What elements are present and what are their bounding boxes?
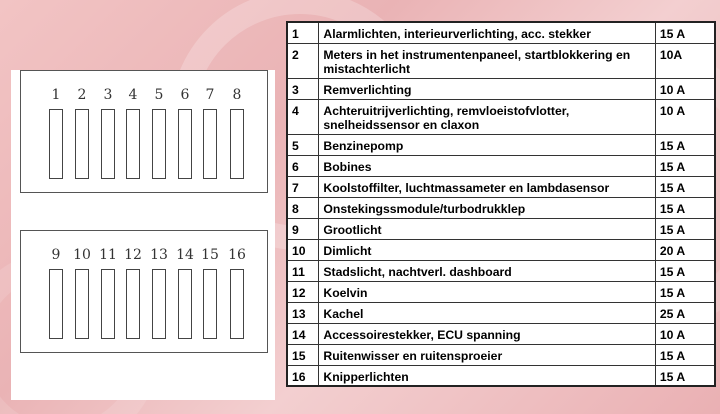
fuse-description: Benzinepomp — [319, 134, 655, 155]
fuse-slot-5 — [152, 87, 166, 187]
fuse-slot-number: 3 — [103, 87, 113, 103]
fuse-amperage: 10 A — [655, 99, 715, 134]
fuse-description: Accessoirestekker, ECU spanning — [319, 323, 655, 344]
fuse-amperage: 10 A — [655, 78, 715, 99]
fuse-rectangle — [126, 109, 140, 179]
fuse-slot-16 — [230, 247, 244, 347]
fuse-slot-number: 10 — [73, 247, 91, 263]
fuse-description: Koelvin — [319, 281, 655, 302]
fuse-amperage: 15 A — [655, 155, 715, 176]
fuse-slot-number: 5 — [154, 87, 164, 103]
fuse-number: 7 — [287, 176, 319, 197]
fuse-rectangle — [203, 269, 217, 339]
fuse-number: 5 — [287, 134, 319, 155]
fuse-amperage: 10 A — [655, 323, 715, 344]
table-row — [287, 260, 715, 281]
fuse-description: Ruitenwisser en ruitensproeier — [319, 344, 655, 365]
fuse-amperage: 15 A — [655, 281, 715, 302]
fusebox-top — [20, 70, 268, 193]
fuse-description: Remverlichting — [319, 78, 655, 99]
fuse-amperage: 15 A — [655, 260, 715, 281]
fuse-slot-number: 11 — [99, 247, 117, 263]
fuse-slot-1 — [49, 87, 63, 187]
fuse-slot-number: 4 — [128, 87, 138, 103]
fuse-amperage: 15 A — [655, 134, 715, 155]
fuse-number: 3 — [287, 78, 319, 99]
fusebox-bottom — [20, 230, 268, 353]
fuse-rectangle — [230, 109, 244, 179]
fuse-description: Achteruitrijverlichting, remvloeistofvlotter, snelheidssensor en claxon — [319, 99, 655, 134]
fuse-description: Dimlicht — [319, 239, 655, 260]
fuse-slot-number: 8 — [232, 87, 242, 103]
fuse-amperage: 10A — [655, 43, 715, 78]
fuse-number: 4 — [287, 99, 319, 134]
fuse-number: 10 — [287, 239, 319, 260]
fuse-amperage: 15 A — [655, 344, 715, 365]
table-row — [287, 197, 715, 218]
fuse-description: Onstekingssmodule/turbodrukklep — [319, 197, 655, 218]
fuse-slot-number: 12 — [124, 247, 142, 263]
fuse-slot-13 — [152, 247, 166, 347]
fuse-number: 9 — [287, 218, 319, 239]
fuse-slot-2 — [75, 87, 89, 187]
table-row — [287, 99, 715, 134]
fuse-slot-number: 6 — [180, 87, 190, 103]
fuse-description: Grootlicht — [319, 218, 655, 239]
fuse-number: 12 — [287, 281, 319, 302]
fuse-slot-9 — [49, 247, 63, 347]
fuse-rectangle — [101, 109, 115, 179]
fuse-description: Knipperlichten — [319, 365, 655, 386]
fuse-rectangle — [203, 109, 217, 179]
fuse-slot-number: 16 — [228, 247, 246, 263]
fuse-slot-number: 13 — [150, 247, 168, 263]
fuse-rectangle — [178, 109, 192, 179]
fuse-description: Alarmlichten, interieurverlichting, acc. stekker — [319, 22, 655, 43]
fuse-rectangle — [152, 109, 166, 179]
table-row — [287, 218, 715, 239]
fuse-rectangle — [49, 109, 63, 179]
fuse-slot-4 — [126, 87, 140, 187]
table-row — [287, 176, 715, 197]
table-row — [287, 134, 715, 155]
fuse-slot-number: 15 — [201, 247, 219, 263]
table-row — [287, 239, 715, 260]
fuse-slot-number: 2 — [77, 87, 87, 103]
fuse-slot-11 — [101, 247, 115, 347]
fuse-amperage: 20 A — [655, 239, 715, 260]
fuse-slot-8 — [230, 87, 244, 187]
table-row — [287, 302, 715, 323]
fuse-slot-6 — [178, 87, 192, 187]
fuse-amperage: 15 A — [655, 22, 715, 43]
fuse-number: 6 — [287, 155, 319, 176]
fuse-number: 2 — [287, 43, 319, 78]
fuse-number: 16 — [287, 365, 319, 386]
fuse-slot-number: 7 — [205, 87, 215, 103]
table-row — [287, 78, 715, 99]
fuse-number: 15 — [287, 344, 319, 365]
fuse-slot-number: 1 — [51, 87, 61, 103]
fuse-rectangle — [75, 109, 89, 179]
fuse-amperage: 15 A — [655, 176, 715, 197]
fuse-rectangle — [126, 269, 140, 339]
fuse-description: Koolstoffilter, luchtmassameter en lambdasensor — [319, 176, 655, 197]
fuse-rectangle — [101, 269, 115, 339]
fuse-slot-12 — [126, 247, 140, 347]
fuse-slot-7 — [203, 87, 217, 187]
table-row — [287, 22, 715, 43]
table-row — [287, 281, 715, 302]
fuse-rectangle — [152, 269, 166, 339]
fuse-slot-number: 14 — [176, 247, 194, 263]
fuse-number: 13 — [287, 302, 319, 323]
fuse-number: 11 — [287, 260, 319, 281]
fuse-description: Stadslicht, nachtverl. dashboard — [319, 260, 655, 281]
fuse-rectangle — [178, 269, 192, 339]
table-row — [287, 323, 715, 344]
fuse-slot-10 — [75, 247, 89, 347]
fuse-rectangle — [49, 269, 63, 339]
fuse-description: Bobines — [319, 155, 655, 176]
fuse-rectangle — [75, 269, 89, 339]
table-row — [287, 155, 715, 176]
fuse-slot-3 — [101, 87, 115, 187]
table-row — [287, 43, 715, 78]
fuse-slot-number: 9 — [51, 247, 61, 263]
fuse-description: Meters in het instrumentenpaneel, startblokkering en mistachterlicht — [319, 43, 655, 78]
fuse-slot-14 — [178, 247, 192, 347]
fuse-amperage: 25 A — [655, 302, 715, 323]
table-row — [287, 365, 715, 386]
fuse-table — [286, 21, 716, 387]
fuse-amperage: 15 A — [655, 365, 715, 386]
fuse-slot-15 — [203, 247, 217, 347]
fuse-amperage: 15 A — [655, 197, 715, 218]
fuse-number: 8 — [287, 197, 319, 218]
fuse-amperage: 15 A — [655, 218, 715, 239]
fuse-number: 14 — [287, 323, 319, 344]
fuse-diagram-panel — [11, 70, 275, 400]
fuse-number: 1 — [287, 22, 319, 43]
table-row — [287, 344, 715, 365]
fuse-rectangle — [230, 269, 244, 339]
fuse-description: Kachel — [319, 302, 655, 323]
